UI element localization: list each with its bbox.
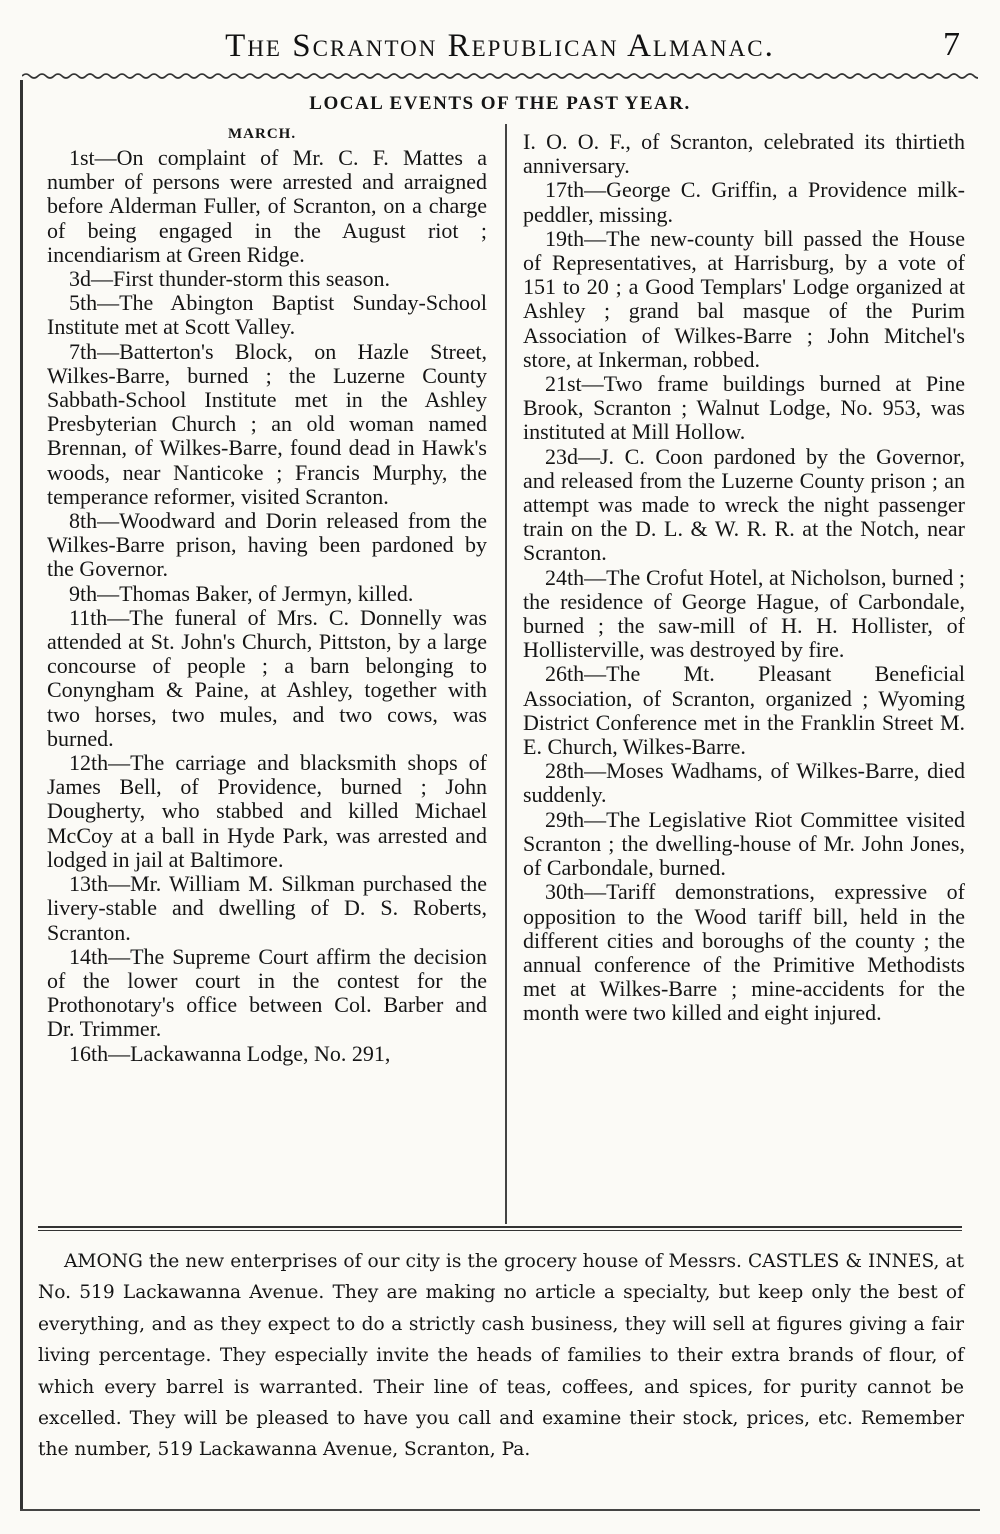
- event-entry: 26th—The Mt. Pleasant Beneficial Association, of Scranton, organized ; Wyoming District Conference met in the Franklin Street M. E. Church, Wilkes-Barre.: [523, 661, 965, 760]
- event-entry: 3d—First thunder-storm this season.: [69, 266, 390, 292]
- month-heading: MARCH.: [228, 126, 297, 142]
- running-head: [22, 22, 978, 68]
- event-entry: 19th—The new-county bill passed the House of Representatives, at Harrisburg, by a vote of 151 to 20 ; a Good Templars' Lodge organized at Ashley ; grand bal masque of the Purim Association of Wilkes-Barre ; John Mitchel's store, at Inkerman, robbed.: [523, 225, 965, 372]
- advertisement-paragraph: AMONG the new enterprises of our city is the grocery house of Messrs. CASTLES & INNES, at No. 519 Lackawanna Avenue. They are making no article a specialty, but keep only the best of everything, and as they expect to do a strictly cash business, they will sell at figures giving a fair living percentage. They especially invite the heads of families to their extra brands of flour, of which every barrel is warranted. Their line of teas, coffees, and spices, for purity cannot be excelled. They will be pleased to have you call and examine their stock, prices, etc. Remember the number, 519 Lackawanna Avenue, Scranton, Pa.: [38, 1251, 964, 1461]
- page-border-bottom: [20, 1509, 980, 1511]
- wavy-rule: [22, 70, 978, 82]
- section-rule-inner: [38, 1230, 962, 1231]
- event-entry: 12th—The carriage and blacksmith shops of James Bell, of Providence, burned ; John Dougherty, who stabbed and killed Michael McCoy at a ball in Hyde Park, was arrested and lodged in jail at Baltimore.: [47, 750, 487, 872]
- almanac-title: The Scranton Republican Almanac.: [225, 28, 775, 64]
- event-entry: 1st—On complaint of Mr. C. F. Mattes a number of persons were arrested and arraigned before Alderman Fuller, of Scranton, on a charge of being engaged in the August riot ; incendiarism at Green Ridge.: [47, 145, 487, 267]
- event-entry: 30th—Tariff demonstrations, expressive of opposition to the Wood tariff bill, held in the different cities and boroughs of the county ; the annual conference of the Primitive Methodists met at Wilkes-Barre ; mine-accidents for the month were two killed and eight injured.: [523, 879, 965, 1026]
- event-entry: 7th—Batterton's Block, on Hazle Street, Wilkes-Barre, burned ; the Luzerne County Sabbath-School Institute met in the Ashley Presbyterian Church ; an old woman named Brennan, of Wilkes-Barre, found dead in Hawk's woods, near Nanticoke ; Francis Murphy, the temperance reformer, visited Scranton.: [47, 338, 487, 509]
- column-divider: [505, 124, 507, 1224]
- page-border-left: [20, 80, 23, 1510]
- event-entry: 13th—Mr. William M. Silkman purchased the livery-stable and dwelling of D. S. Roberts, Scranton.: [47, 871, 487, 945]
- section-title: LOCAL EVENTS OF THE PAST YEAR.: [309, 93, 691, 114]
- section-rule-top: [38, 1226, 962, 1228]
- page-number: 7: [943, 26, 960, 63]
- event-entry: 23d—J. C. Coon pardoned by the Governor, and released from the Luzerne County prison ; an attempt was made to wreck the night passenger train on the D. L. & W. R. R. at the Notch, near Scranton.: [523, 443, 965, 566]
- event-entry: 9th—Thomas Baker, of Jermyn, killed.: [69, 580, 414, 606]
- event-entry: 16th—Lackawanna Lodge, No. 291,: [69, 1040, 391, 1066]
- left-column: [47, 122, 487, 1066]
- event-entry: I. O. O. F., of Scranton, celebrated its thirtieth anniversary.: [523, 129, 965, 179]
- event-entry: 24th—The Crofut Hotel, at Nicholson, burned ; the residence of George Hague, of Carbondale, burned ; the saw-mill of H. H. Hollister, of Hollisterville, was destroyed by fire.: [523, 564, 965, 663]
- event-entry: 29th—The Legislative Riot Committee visited Scranton ; the dwelling-house of Mr. John Jones, of Carbondale, burned.: [523, 806, 965, 881]
- right-column: [523, 130, 965, 1026]
- event-entry: 28th—Moses Wadhams, of Wilkes-Barre, died suddenly.: [523, 758, 965, 808]
- event-entry: 17th—George C. Griffin, a Providence milk-peddler, missing.: [523, 177, 965, 227]
- event-entry: 5th—The Abington Baptist Sunday-School Institute met at Scott Valley.: [47, 290, 487, 340]
- event-entry: 8th—Woodward and Dorin released from the Wilkes-Barre prison, having been pardoned by the Governor.: [47, 508, 487, 582]
- event-entry: 21st—Two frame buildings burned at Pine Brook, Scranton ; Walnut Lodge, No. 953, was instituted at Mill Hollow.: [523, 371, 965, 445]
- event-entry: 11th—The funeral of Mrs. C. Donnelly was attended at St. John's Church, Pittston, by a large concourse of people ; a barn belonging to Conyngham & Paine, at Ashley, together with two horses, two mules, and two cows, was burned.: [47, 604, 487, 751]
- event-entry: 14th—The Supreme Court affirm the decision of the lower court in the contest for the Prothonotary's office between Col. Barber and Dr. Trimmer.: [47, 943, 487, 1042]
